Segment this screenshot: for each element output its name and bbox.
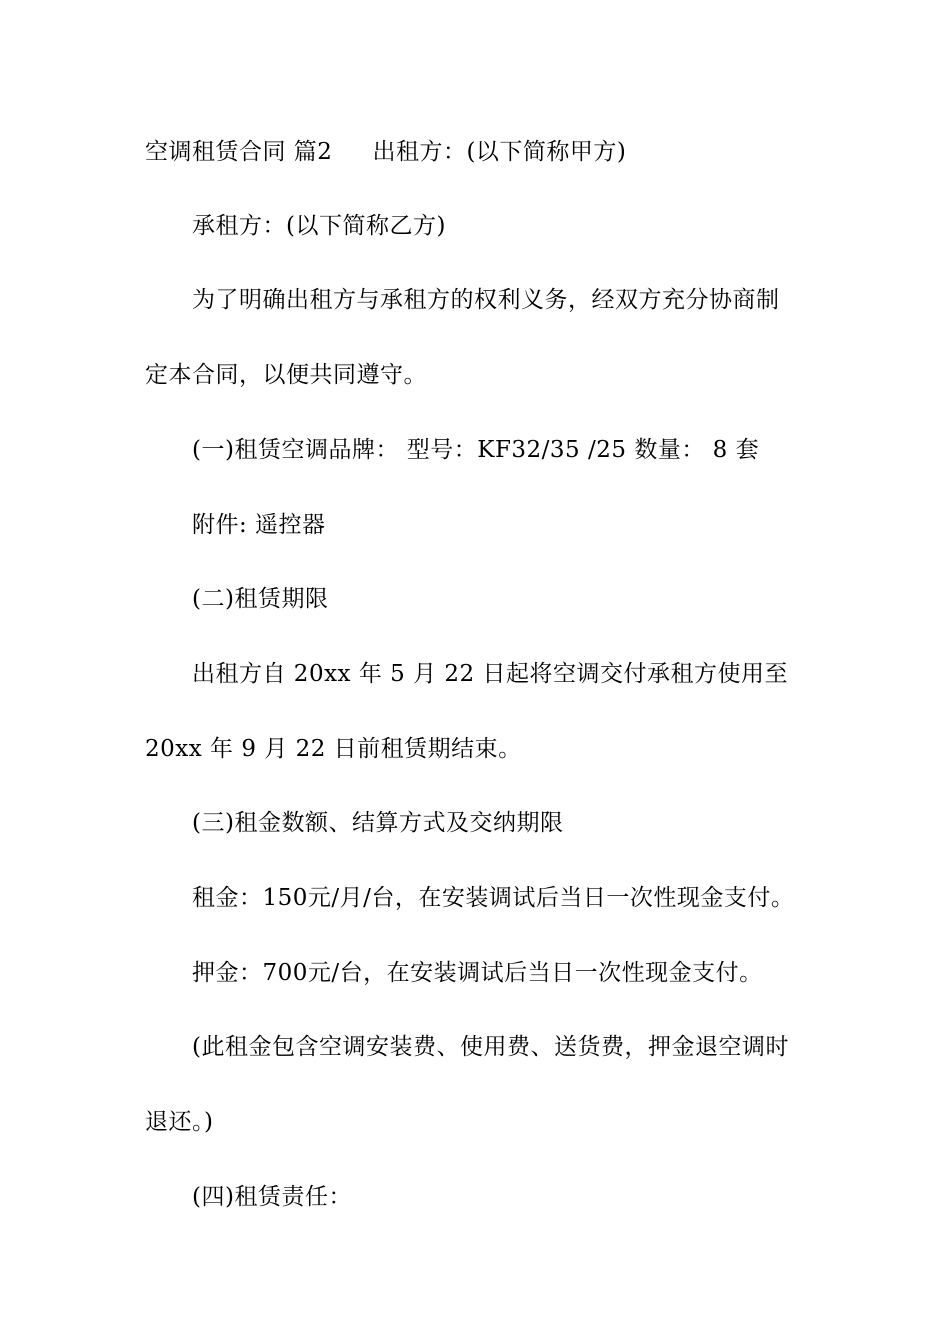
section-3-note-line-2: 退还。) bbox=[145, 1109, 214, 1135]
section-3-deposit: 押金：700元/台，在安装调试后当日一次性现金支付。 bbox=[192, 960, 763, 986]
section-4-heading: (四)租赁责任： bbox=[192, 1184, 352, 1210]
section-2-text-line-1: 出租方自 20xx 年 5 月 22 日起将空调交付承租方使用至 bbox=[192, 661, 788, 687]
section-1-accessory: 附件: 遥控器 bbox=[192, 512, 326, 538]
section-2-heading: (二)租赁期限 bbox=[192, 586, 329, 612]
section-3-heading: (三)租金数额、结算方式及交纳期限 bbox=[192, 810, 564, 836]
title-line bbox=[145, 137, 815, 167]
intro-paragraph-line-1: 为了明确出租方与承租方的权利义务，经双方充分协商制 bbox=[192, 287, 780, 313]
intro-paragraph-line-2: 定本合同，以便共同遵守。 bbox=[145, 362, 427, 388]
section-3-rent: 租金：150元/月/台，在安装调试后当日一次性现金支付。 bbox=[192, 885, 795, 911]
document-title: 空调租赁合同 篇2 bbox=[145, 139, 333, 165]
section-1-heading: (一)租赁空调品牌： 型号：KF32/35 /25 数量： 8 套 bbox=[192, 437, 760, 463]
lessee-line: 承租方：(以下简称乙方) bbox=[192, 213, 446, 239]
section-3-note-line-1: (此租金包含空调安装费、使用费、送货费，押金退空调时 bbox=[192, 1034, 789, 1060]
lessor-line: 出租方：(以下简称甲方) bbox=[372, 139, 627, 165]
section-2-text-line-2: 20xx 年 9 月 22 日前租赁期结束。 bbox=[145, 736, 522, 762]
